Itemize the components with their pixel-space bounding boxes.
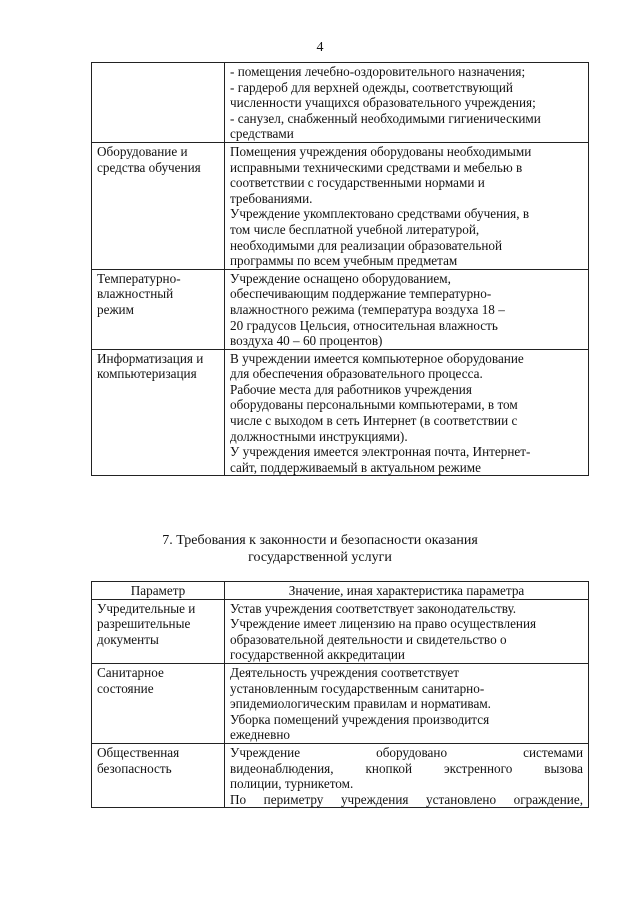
section-7-heading [0,532,640,566]
parameter-cell [92,269,225,349]
value-cell [225,63,589,143]
value-line: ежедневно [230,727,290,743]
value-line: Рабочие места для работников учреждения [230,381,472,397]
value-line: обеспечивающим поддержание температурно- [230,286,492,302]
table2-body [92,599,589,808]
value-line: программы по всем учебным предметам [230,253,458,269]
table-row [92,269,589,349]
value-line: сайт, поддерживаемый в актуальном режиме [230,459,481,475]
value-cell [225,599,589,663]
value-line: средствами [230,126,294,142]
parameter-cell [92,599,225,663]
table2-header-row [92,582,589,600]
parameter-line: документы [97,631,159,647]
value-line: Учреждение имеет лицензию на право осуществления [230,616,537,632]
value-line: - санузел, снабженный необходимыми гигиеническими [230,110,541,126]
parameter-line: Температурно- [97,270,181,286]
value-line: эпидемиологическим правилам и нормативам. [230,696,491,712]
value-line: том числе бесплатной учебной литературой, [230,221,480,237]
value-line: 20 градусов Цельсия, относительная влажность [230,317,498,333]
value-line: государственной аккредитации [230,647,405,663]
table-row [92,142,589,269]
header-value: Значение, иная характеристика параметра [225,582,589,600]
value-line: По периметру учреждения установлено ограждение, [230,791,583,807]
value-line: необходимыми для реализации образовательной [230,237,503,253]
parameter-line: компьютеризация [97,366,197,382]
value-line: полиции, турникетом. [230,776,354,792]
parameter-line: Общественная [97,744,180,760]
value-line: Помещения учреждения оборудованы необходимыми [230,143,532,159]
parameter-line: влажностный [97,286,174,302]
parameter-line: состояние [97,680,154,696]
value-line: соответствии с государственными нормами и [230,175,485,191]
value-line: образовательной деятельности и свидетельство о [230,631,507,647]
value-cell [225,349,589,476]
value-line: Учреждение укомплектовано средствами обучения, в [230,206,530,222]
parameter-cell [92,663,225,743]
parameter-cell [92,63,225,143]
table-row [92,349,589,476]
value-line: воздуха 40 – 60 процентов) [230,333,383,349]
value-line: требованиями. [230,190,313,206]
header-parameter: Параметр [92,582,225,600]
parameter-cell [92,349,225,476]
parameter-line: режим [97,301,134,317]
parameter-line: средства обучения [97,159,201,175]
table1-body [92,63,589,476]
value-line: У учреждения имеется электронная почта, Интернет- [230,444,531,460]
requirements-table-continued [91,62,589,476]
value-line: Учреждение оборудовано системами [230,744,583,760]
table-row [92,63,589,143]
value-cell [225,269,589,349]
section-7-heading-line2: государственной услуги [248,550,392,565]
value-cell [225,142,589,269]
value-line: Устав учреждения соответствует законодательству. [230,600,517,616]
parameter-line: Информатизация и [97,350,204,366]
value-line: - помещения лечебно-оздоровительного назначения; [230,64,526,79]
parameter-line: безопасность [97,760,172,776]
table-row [92,599,589,663]
value-line: - гардероб для верхней одежды, соответствующий [230,79,513,95]
value-cell [225,743,589,807]
value-line: видеонаблюдения, кнопкой экстренного вызова [230,760,583,776]
page-number: 4 [316,40,324,55]
parameter-cell [92,743,225,807]
value-line: числе с выходом в сеть Интернет (в соответствии с [230,413,518,429]
value-line: влажностного режима (температура воздуха 18 – [230,301,505,317]
value-line: Деятельность учреждения соответствует [230,664,460,680]
legality-safety-table [91,581,589,808]
parameter-line: Санитарное [97,664,164,680]
value-cell [225,663,589,743]
table-row [92,743,589,807]
parameter-line: разрешительные [97,616,191,632]
value-line: В учреждении имеется компьютерное оборудование [230,350,524,366]
value-line: должностными инструкциями). [230,428,408,444]
parameter-cell [92,142,225,269]
value-line: Уборка помещений учреждения производится [230,711,490,727]
parameter-line: Учредительные и [97,600,196,616]
section-7-heading-line1: 7. Требования к законности и безопасности оказания [162,533,478,548]
value-line: Учреждение оснащено оборудованием, [230,270,451,286]
value-line: исправными техническими средствами и мебелью в [230,159,523,175]
value-line: численности учащихся образовательного учреждения; [230,95,536,111]
table2-header [92,582,589,600]
parameter-line: Оборудование и [97,143,188,159]
value-line: оборудованы персональными компьютерами, в том [230,397,518,413]
value-line: для обеспечения образовательного процесса. [230,366,483,382]
value-line: установленным государственным санитарно- [230,680,485,696]
table-row [92,663,589,743]
